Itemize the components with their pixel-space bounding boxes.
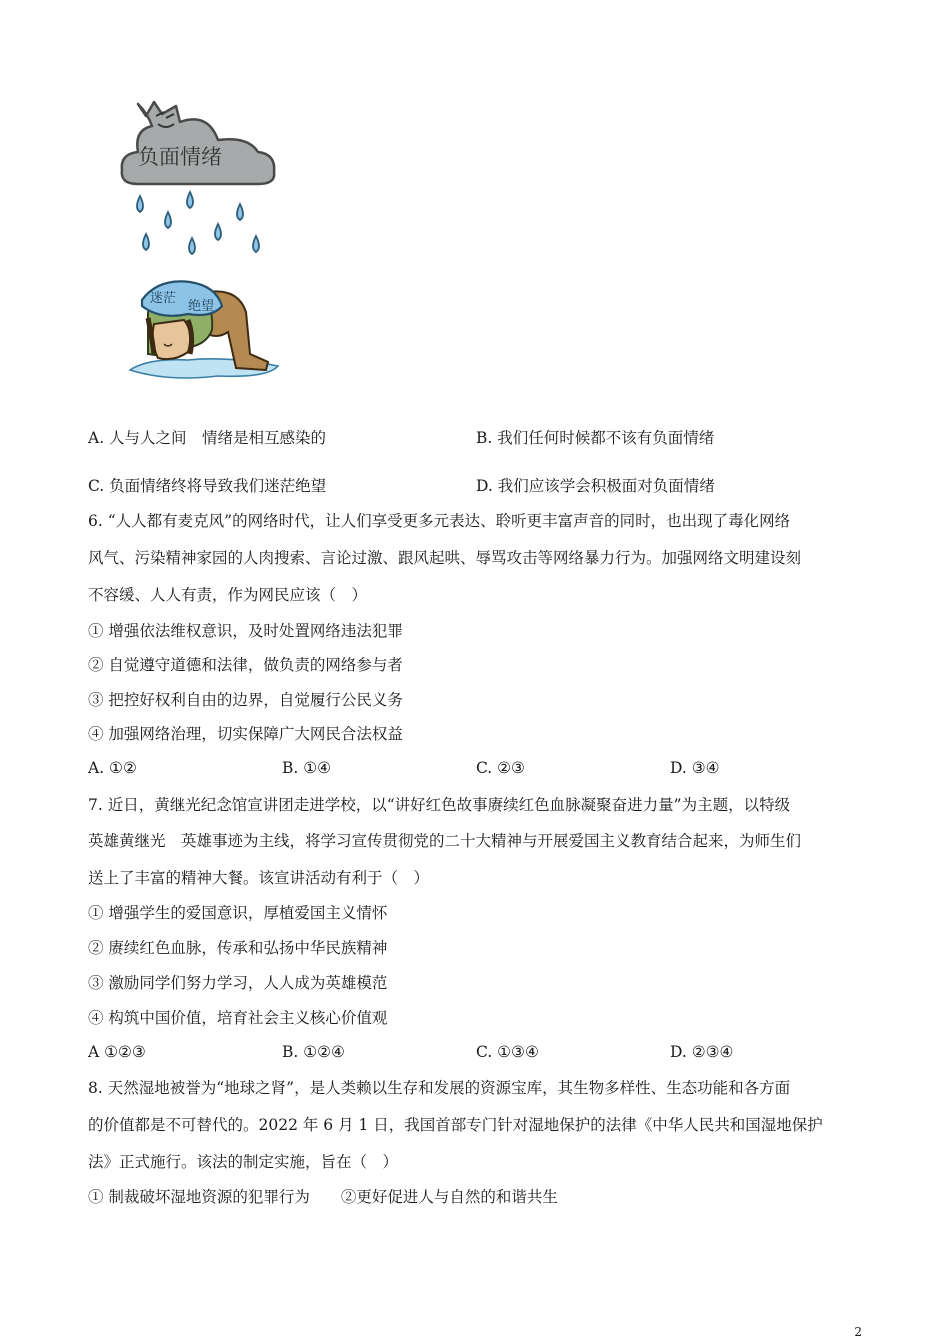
q6-option-b: B. ①④ bbox=[282, 759, 332, 777]
q5-option-a: A. 人与人之间 情绪是相互感染的 bbox=[88, 429, 327, 447]
q7-item-1: ① 增强学生的爱国意识，厚植爱国主义情怀 bbox=[88, 904, 388, 922]
q7-option-a: A ①②③ bbox=[88, 1043, 146, 1061]
q7-option-b: B. ①②④ bbox=[282, 1043, 345, 1061]
q7-item-3: ③ 激励同学们努力学习，人人成为英雄模范 bbox=[88, 974, 388, 992]
q7-stem-line-1: 7. 近日，黄继光纪念馆宣讲团走进学校，以“讲好红色故事赓续红色血脉凝聚奋进力量”为主题，以特级 bbox=[88, 796, 791, 814]
q7-option-c: C. ①③④ bbox=[476, 1043, 539, 1061]
q6-option-a: A. ①② bbox=[88, 759, 137, 777]
q6-stem-line-1: 6. “人人都有麦克风”的网络时代，让人们享受更多元表达、聆听更丰富声音的同时，也出现了毒化网络 bbox=[88, 512, 791, 530]
q6-option-c: C. ②③ bbox=[476, 759, 525, 777]
q5-option-b: B. 我们任何时候都不该有负面情绪 bbox=[476, 429, 715, 447]
q6-item-3: ③ 把控好权利自由的边界，自觉履行公民义务 bbox=[88, 691, 403, 709]
negative-emotion-illustration bbox=[118, 92, 288, 392]
raindrop-icons bbox=[137, 192, 259, 254]
q6-stem-line-2: 风气、污染精神家园的人肉搜索、言论过激、跟风起哄、辱骂攻击等网络暴力行为。加强网络文明建设刻 bbox=[88, 549, 802, 567]
q6-option-d: D. ③④ bbox=[670, 759, 720, 777]
cloud-icon bbox=[122, 102, 274, 184]
q7-option-d: D. ②③④ bbox=[670, 1043, 734, 1061]
q5-option-d: D. 我们应该学会积极面对负面情绪 bbox=[476, 477, 715, 495]
q7-stem-line-3: 送上了丰富的精神大餐。该宣讲活动有利于（ ） bbox=[88, 869, 430, 887]
illustration-graphic bbox=[118, 92, 288, 392]
hat-text-1: 迷茫 bbox=[150, 291, 177, 306]
q7-item-4: ④ 构筑中国价值，培育社会主义核心价值观 bbox=[88, 1009, 388, 1027]
hat-text-2: 绝望 bbox=[188, 299, 215, 314]
q5-option-c: C. 负面情绪终将导致我们迷茫绝望 bbox=[88, 477, 327, 495]
q6-item-4: ④ 加强网络治理，切实保障广大网民合法权益 bbox=[88, 725, 403, 743]
q6-stem-line-3: 不容缓、人人有责，作为网民应该（ ） bbox=[88, 586, 368, 604]
cloud-text: 负面情绪 bbox=[138, 145, 222, 169]
q8-item-1: ① 制裁破坏湿地资源的犯罪行为 ②更好促进人与自然的和谐共生 bbox=[88, 1188, 558, 1206]
q6-item-2: ② 自觉遵守道德和法律，做负责的网络参与者 bbox=[88, 656, 403, 674]
page-number: 2 bbox=[854, 1325, 862, 1339]
q7-stem-line-2: 英雄黄继光 英雄事迹为主线，将学习宣传贯彻党的二十大精神与开展爱国主义教育结合起来，为师生们 bbox=[88, 832, 802, 850]
q8-stem-line-2: 的价值都是不可替代的。2022 年 6 月 1 日，我国首部专门针对湿地保护的法律《中华人民共和国湿地保护 bbox=[88, 1116, 823, 1134]
q8-stem-line-1: 8. 天然湿地被誉为“地球之肾”，是人类赖以生存和发展的资源宝库，其生物多样性、生态功能和各方面 bbox=[88, 1079, 791, 1097]
q8-stem-line-3: 法》正式施行。该法的制定实施，旨在（ ） bbox=[88, 1153, 399, 1171]
q7-item-2: ② 赓续红色血脉，传承和弘扬中华民族精神 bbox=[88, 939, 388, 957]
q6-item-1: ① 增强依法维权意识，及时处置网络违法犯罪 bbox=[88, 622, 403, 640]
